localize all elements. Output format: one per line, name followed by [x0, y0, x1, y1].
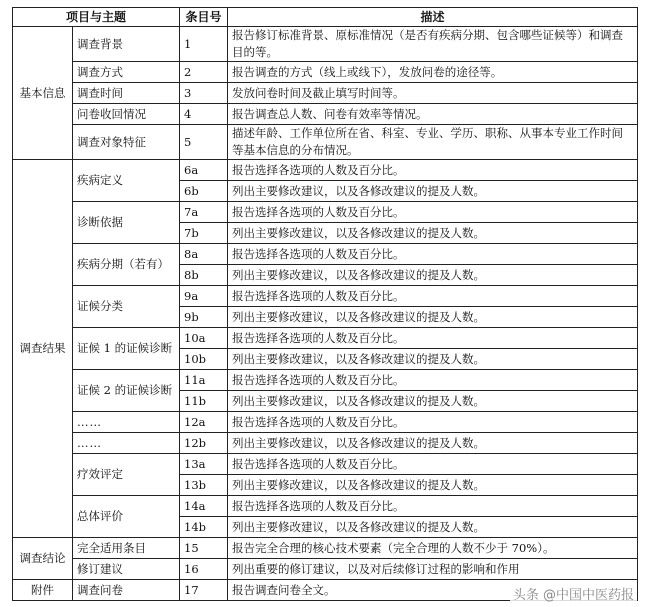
category-cell: 调查结论: [13, 538, 73, 580]
description-cell: 报告调查的方式（线上或线下），发放问卷的途径等。: [228, 62, 638, 83]
topic-cell: 调查问卷: [73, 580, 180, 601]
number-cell: 7a: [180, 202, 228, 223]
number-cell: 14a: [180, 496, 228, 517]
description-cell: 列出主要修改建议，以及各修改建议的提及人数。: [228, 181, 638, 202]
table-row: [13, 202, 638, 223]
description-cell: 报告选择各选项的人数及百分比。: [228, 412, 638, 433]
category-cell: 基本信息: [13, 27, 73, 160]
description-cell: 列出主要修改建议，以及各修改建议的提及人数。: [228, 223, 638, 244]
topic-cell: 证候分类: [73, 286, 180, 328]
description-cell: 报告选择各选项的人数及百分比。: [228, 328, 638, 349]
category-cell: 附件: [13, 580, 73, 601]
description-cell: 报告选择各选项的人数及百分比。: [228, 496, 638, 517]
header-description: 描述: [228, 8, 638, 27]
number-cell: 7b: [180, 223, 228, 244]
table-row: [13, 62, 638, 83]
description-cell: 列出主要修改建议，以及各修改建议的提及人数。: [228, 349, 638, 370]
description-cell: 报告选择各选项的人数及百分比。: [228, 286, 638, 307]
number-cell: 4: [180, 104, 228, 125]
number-cell: 13a: [180, 454, 228, 475]
topic-cell: 总体评价: [73, 496, 180, 538]
number-cell: 15: [180, 538, 228, 559]
description-cell: 报告选择各选项的人数及百分比。: [228, 202, 638, 223]
number-cell: 12b: [180, 433, 228, 454]
number-cell: 12a: [180, 412, 228, 433]
number-cell: 8a: [180, 244, 228, 265]
number-cell: 9a: [180, 286, 228, 307]
number-cell: 3: [180, 83, 228, 104]
topic-cell: 调查时间: [73, 83, 180, 104]
description-cell: 报告完全合理的核心技术要素（完全合理的人数不少于 70%）。: [228, 538, 638, 559]
number-cell: 10a: [180, 328, 228, 349]
table-row: [13, 496, 638, 517]
description-cell: 列出重要的修订建议，以及对后续修订过程的影响和作用: [228, 559, 638, 580]
number-cell: 1: [180, 27, 228, 62]
description-cell: 报告选择各选项的人数及百分比。: [228, 454, 638, 475]
topic-cell: 问卷收回情况: [73, 104, 180, 125]
table-row: [13, 328, 638, 349]
topic-cell: 诊断依据: [73, 202, 180, 244]
topic-cell: 修订建议: [73, 559, 180, 580]
number-cell: 11a: [180, 370, 228, 391]
table-row: [13, 104, 638, 125]
description-cell: 描述年龄、工作单位所在省、科室、专业、学历、职称、从事本专业工作时间等基本信息的分布情况。: [228, 125, 638, 160]
description-cell: 列出主要修改建议，以及各修改建议的提及人数。: [228, 433, 638, 454]
report-table: [12, 7, 638, 601]
topic-cell: 调查方式: [73, 62, 180, 83]
number-cell: 6b: [180, 181, 228, 202]
number-cell: 17: [180, 580, 228, 601]
description-cell: 列出主要修改建议，以及各修改建议的提及人数。: [228, 517, 638, 538]
table-row: [13, 454, 638, 475]
header-category: 项目与主题: [13, 8, 180, 27]
number-cell: 13b: [180, 475, 228, 496]
description-cell: 列出主要修改建议，以及各修改建议的提及人数。: [228, 391, 638, 412]
header-row: [13, 8, 638, 27]
description-cell: 报告选择各选项的人数及百分比。: [228, 244, 638, 265]
number-cell: 14b: [180, 517, 228, 538]
ellipsis-cell: ……: [73, 412, 180, 433]
table-row: [13, 559, 638, 580]
description-cell: 报告修订标准背景、原标准情况（是否有疾病分期、包含哪些证候等）和调查目的等。: [228, 27, 638, 62]
topic-cell: 证候 1 的证候诊断: [73, 328, 180, 370]
number-cell: 5: [180, 125, 228, 160]
description-cell: 列出主要修改建议，以及各修改建议的提及人数。: [228, 265, 638, 286]
table-row: [13, 286, 638, 307]
number-cell: 9b: [180, 307, 228, 328]
table-row: [13, 83, 638, 104]
description-cell: 报告选择各选项的人数及百分比。: [228, 370, 638, 391]
topic-cell: 完全适用条目: [73, 538, 180, 559]
description-cell: 报告调查总人数、问卷有效率等情况。: [228, 104, 638, 125]
description-cell: 报告调查问卷全文。: [228, 580, 638, 601]
topic-cell: 疗效评定: [73, 454, 180, 496]
number-cell: 6a: [180, 160, 228, 181]
description-cell: 列出主要修改建议，以及各修改建议的提及人数。: [228, 307, 638, 328]
description-cell: 列出主要修改建议，以及各修改建议的提及人数。: [228, 475, 638, 496]
description-cell: 发放问卷时间及截止填写时间等。: [228, 83, 638, 104]
watermark: 头条 @中国中医药报: [510, 584, 637, 603]
topic-cell: 调查对象特征: [73, 125, 180, 160]
number-cell: 8b: [180, 265, 228, 286]
table-row: [13, 538, 638, 559]
topic-cell: 疾病分期（若有）: [73, 244, 180, 286]
number-cell: 2: [180, 62, 228, 83]
table-row: [13, 412, 638, 433]
number-cell: 10b: [180, 349, 228, 370]
table-row: [13, 244, 638, 265]
table-row: [13, 433, 638, 454]
number-cell: 11b: [180, 391, 228, 412]
category-cell: 调查结果: [13, 160, 73, 538]
ellipsis-cell: ……: [73, 433, 180, 454]
table-row: [13, 370, 638, 391]
topic-cell: 证候 2 的证候诊断: [73, 370, 180, 412]
number-cell: 16: [180, 559, 228, 580]
table-row: [13, 125, 638, 160]
header-number: 条目号: [180, 8, 228, 27]
table-row: [13, 160, 638, 181]
description-cell: 报告选择各选项的人数及百分比。: [228, 160, 638, 181]
topic-cell: 疾病定义: [73, 160, 180, 202]
table-row: [13, 27, 638, 62]
topic-cell: 调查背景: [73, 27, 180, 62]
